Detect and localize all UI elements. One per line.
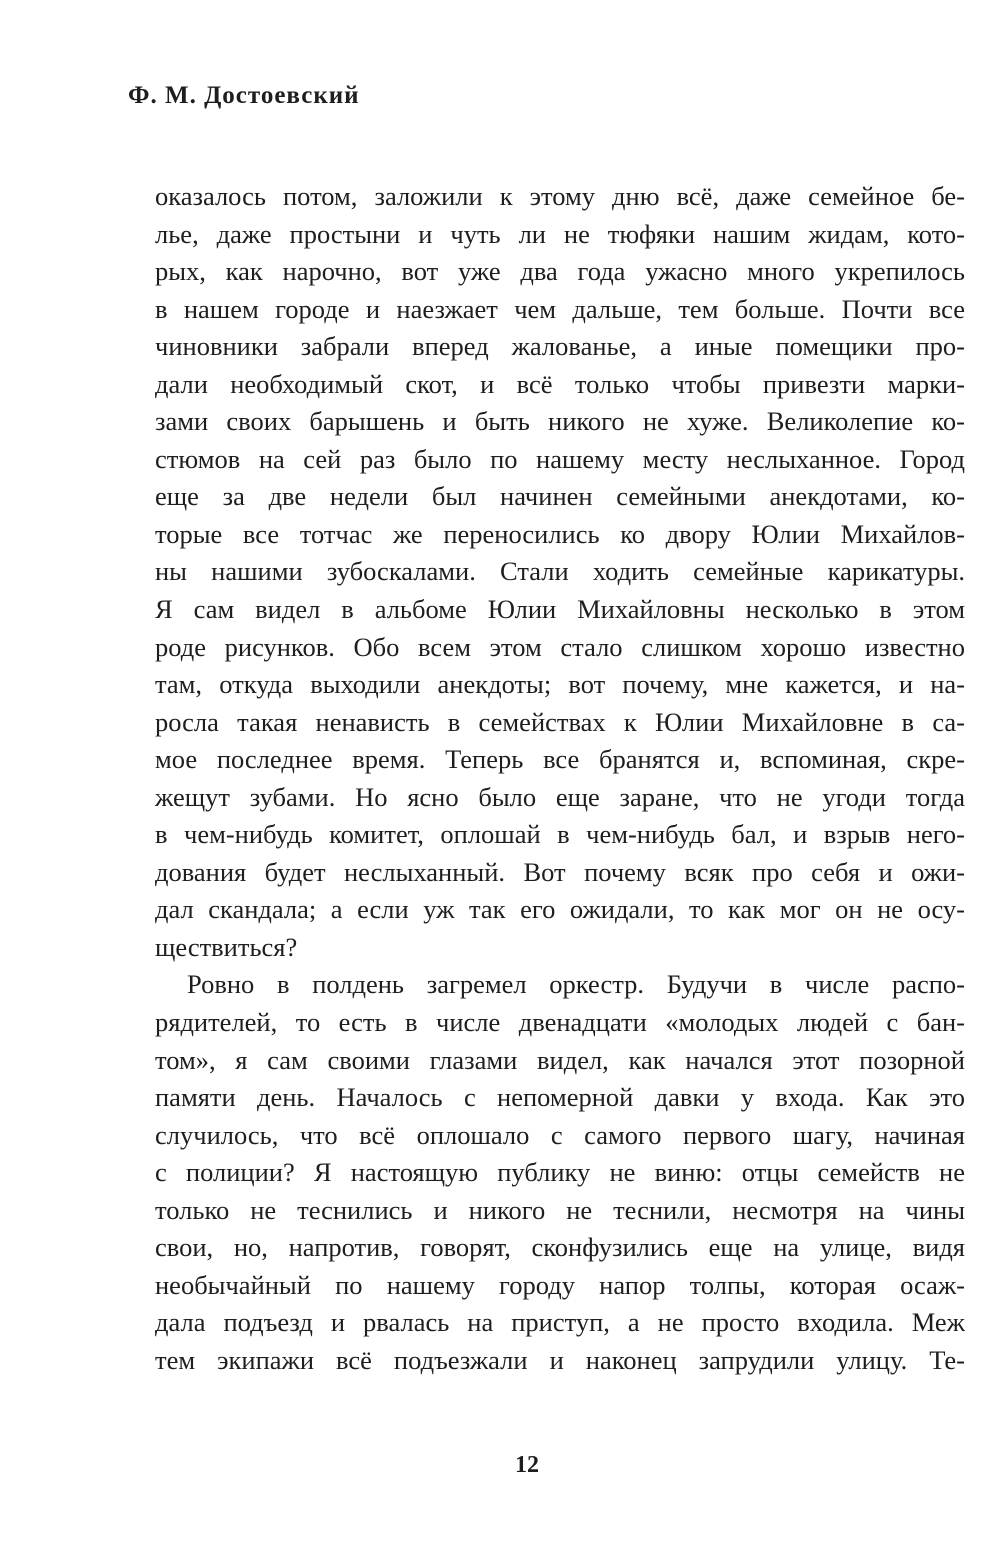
- paragraph: [155, 966, 965, 1379]
- text-line: еще за две недели был начинен семейными анекдотами, ко-: [155, 481, 965, 512]
- text-line: дал скандала; а если уж так его ожидали, то как мог он не осу-: [155, 894, 965, 925]
- text-line: только не теснились и никого не теснили, несмотря на чины: [155, 1194, 965, 1225]
- text-line: дования будет неслыханный. Вот почему всяк про себя и ожи-: [155, 856, 965, 887]
- paragraph: [155, 178, 965, 966]
- text-line: свои, но, напротив, говорят, сконфузились еще на улице, видя: [155, 1232, 965, 1263]
- running-header-author: Ф. М. Достоевский: [128, 82, 360, 109]
- text-line: оказалось потом, заложили к этому дню всё, даже семейное бе-: [155, 181, 965, 211]
- text-line: памяти день. Началось с непомерной давки у входа. Как это: [155, 1082, 965, 1113]
- text-line: дали необходимый скот, и всё только чтобы привезти марки-: [155, 368, 965, 399]
- page-number: 12: [515, 1452, 539, 1478]
- text-line: ществиться?: [155, 931, 298, 962]
- text-line: жещут зубами. Но ясно было еще заране, что не угоди тогда: [155, 781, 965, 812]
- text-line: Ровно в полдень загремел оркестр. Будучи в числе распо-: [187, 969, 965, 1000]
- text-line: Я сам видел в альбоме Юлии Михайловны несколько в этом: [155, 594, 965, 625]
- text-line: необычайный по нашему городу напор толпы, которая осаж-: [155, 1269, 965, 1300]
- page-body-text: [155, 178, 965, 1380]
- text-line: стюмов на сей раз было по нашему месту неслыханное. Город: [155, 443, 965, 474]
- text-line: в нашем городе и наезжает чем дальше, тем больше. Почти все: [155, 293, 965, 324]
- text-line: рых, как нарочно, вот уже два года ужасно много укрепилось: [155, 256, 965, 287]
- text-line: там, откуда выходили анекдоты; вот почему, мне кажется, и на-: [155, 669, 965, 700]
- text-line: дала подъезд и рвалась на приступ, а не просто входила. Меж: [155, 1307, 965, 1338]
- text-line: рядителей, то есть в числе двенадцати «молодых людей с бан-: [155, 1007, 965, 1038]
- text-line: тем экипажи всё подъезжали и наконец запрудили улицу. Те-: [155, 1344, 965, 1375]
- text-line: ны нашими зубоскалами. Стали ходить семейные карикатуры.: [155, 556, 965, 587]
- text-line: в чем-нибудь комитет, оплошай в чем-нибудь бал, и взрыв него-: [155, 819, 965, 850]
- text-line: том», я сам своими глазами видел, как начался этот позорной: [155, 1044, 965, 1075]
- text-line: случилось, что всё оплошало с самого первого шагу, начиная: [155, 1119, 965, 1150]
- text-line: зами своих барышень и быть никого не хуже. Великолепие ко-: [155, 406, 965, 437]
- text-line: лье, даже простыни и чуть ли не тюфяки нашим жидам, кото-: [155, 218, 965, 249]
- text-line: росла такая ненависть в семействах к Юлии Михайловне в са-: [155, 706, 965, 737]
- text-line: роде рисунков. Обо всем этом стало слишком хорошо известно: [155, 631, 965, 662]
- text-line: мое последнее время. Теперь все бранятся и, вспоминая, скре-: [155, 744, 965, 775]
- text-line: торые все тотчас же переносились ко двору Юлии Михайлов-: [155, 518, 965, 549]
- text-line: чиновники забрали вперед жалованье, а иные помещики про-: [155, 331, 965, 362]
- text-line: с полиции? Я настоящую публику не виню: отцы семейств не: [155, 1157, 965, 1188]
